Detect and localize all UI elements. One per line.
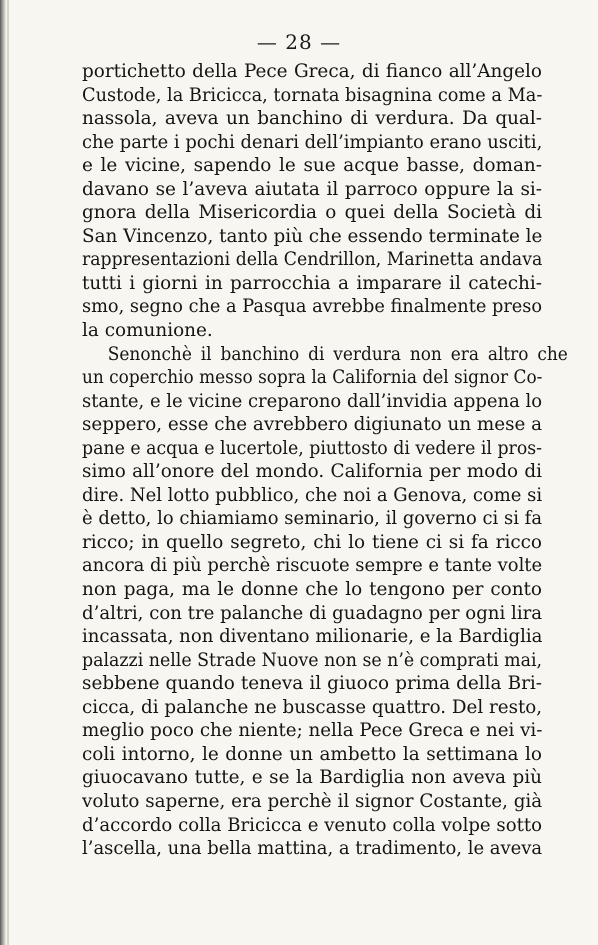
page-binding-shadow xyxy=(0,0,6,945)
text-line: nassola, aveva un banchino di verdura. Da qual- xyxy=(82,108,542,130)
text-line: tutti i giorni in parrocchia a imparare il catechi- xyxy=(82,272,542,294)
text-line: palazzi nelle Strade Nuove non se n’è comprati mai, xyxy=(82,649,543,671)
text-line: un coperchio messo sopra la California del signor Co- xyxy=(82,367,543,389)
text-line: dire. Nel lotto pubblico, che noi a Genova, come si xyxy=(82,484,543,506)
text-line: stante, e le vicine creparono dall’invidia appena lo xyxy=(82,390,543,412)
text-line: portichetto della Pece Greca, di fianco all’Angelo xyxy=(82,61,542,82)
text-line: è detto, lo chiamiamo seminario, il governo ci si fa xyxy=(82,508,543,530)
text-line: simo all’onore del mondo. California per modo di xyxy=(82,461,542,483)
text-line: che parte i pochi denari dell’impianto erano usciti, xyxy=(82,131,543,153)
text-line: davano se l’aveva aiutata il parroco oppure la si- xyxy=(82,178,542,200)
text-line: non paga, ma le donne che lo tengono per conto xyxy=(82,579,542,601)
text-line: meglio poco che niente; nella Pece Greca e nei vi- xyxy=(82,720,543,742)
text-line: la comunione. xyxy=(82,320,213,342)
text-line: Custode, la Bricicca, tornata bisagnina come a Ma- xyxy=(82,84,543,106)
text-line: San Vincenzo, tanto più che essendo terminate le xyxy=(82,225,543,247)
text-line: gnora della Misericordia o quei della Società di xyxy=(82,202,542,224)
text-line: ricco; in quello segreto, chi lo tiene ci si fa ricco xyxy=(82,531,542,553)
text-line: smo, segno che a Pasqua avrebbe finalmente preso xyxy=(82,296,543,318)
text-line: d’altri, con tre palanche di guadagno per ogni lira xyxy=(82,602,543,624)
text-line: seppero, esse che avrebbero digiunato un mese a xyxy=(82,414,543,436)
body-text xyxy=(82,60,568,861)
text-line: pane e acqua e lucertole, piuttosto di vedere il pros- xyxy=(82,437,543,459)
text-line: l’ascella, una bella mattina, a tradimento, le aveva xyxy=(82,838,543,860)
text-line: rappresentazioni della Cendrillon, Marinetta andava xyxy=(82,249,543,271)
text-line: d’accordo colla Bricicca e venuto colla volpe sotto xyxy=(82,814,542,836)
text-line: giuocavano tutte, e se la Bardiglia non aveva più xyxy=(82,767,542,789)
text-line: incassata, non diventano milionarie, e la Bardiglia xyxy=(82,626,543,648)
text-line: cicca, di palanche ne buscasse quattro. Del resto, xyxy=(82,696,543,718)
page-edge-line xyxy=(7,0,9,945)
text-line: Senonchè il banchino di verdura non era altro che xyxy=(107,343,568,365)
text-line: ancora di più perchè riscuote sempre e tante volte xyxy=(82,555,543,577)
page-number: — 28 — xyxy=(256,30,342,54)
text-line: e le vicine, sapendo le sue acque basse, doman- xyxy=(82,155,542,177)
text-line: sebbene quando teneva il giuoco prima della Bri- xyxy=(82,673,542,695)
text-line: coli intorno, le donne un ambetto la settimana lo xyxy=(82,743,542,765)
text-line: voluto saperne, era perchè il signor Costante, già xyxy=(82,790,543,812)
